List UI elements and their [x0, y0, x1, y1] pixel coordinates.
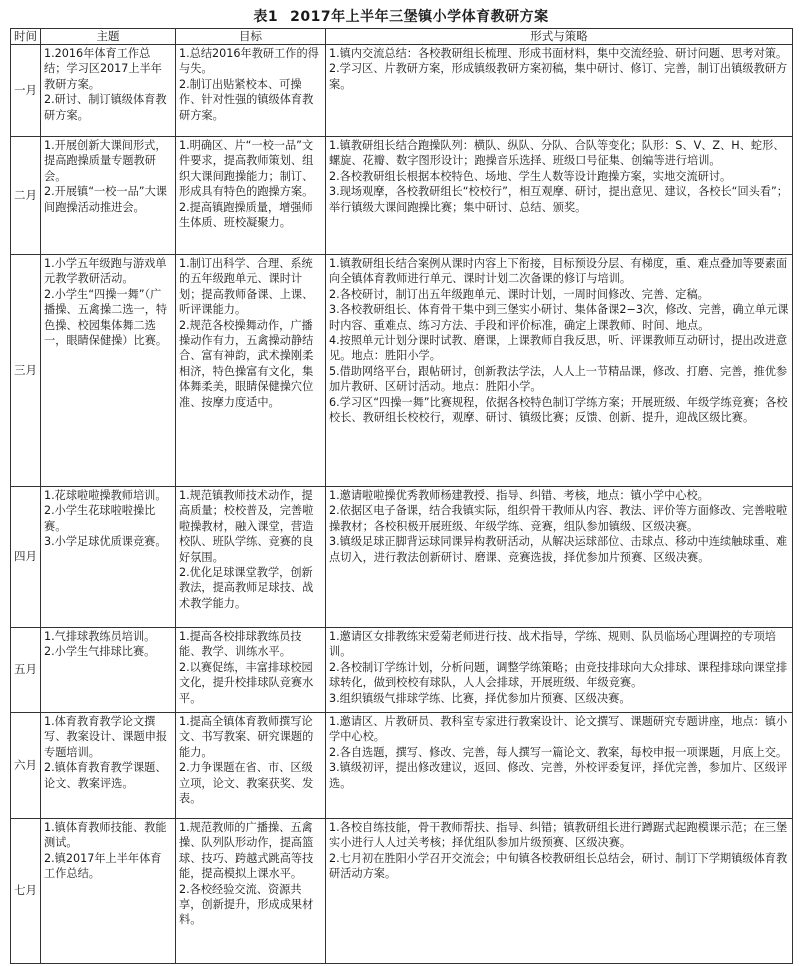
- month-cell: 三月: [11, 255, 41, 487]
- table-header-row: [11, 29, 793, 45]
- goal-item: 2.规范各校操舞动作，广播操动作有力，五禽操动静结合、富有神韵，武术操刚柔相济，特色操富有文化，集体舞柔美，眼睛保健操穴位准、按摩力度适中。: [179, 318, 314, 409]
- strategy-item: 2.学习区、片教研方案，形成镇级教研方案初稿，集中研讨、修订、完善，制订出镇级教研方案。: [329, 62, 788, 91]
- goal-item: 2.制订出贴紧校本、可操作、针对性强的镇级体育教研方案。: [179, 77, 314, 122]
- strategy-item: 3.镇级足球正脚背运球同课异构教研活动，从解决运球部位、击球点、移动中连续触球重、难点切入，进行教法创新研讨、磨课、竞赛选拔，择优参加片预赛、区级决赛。: [329, 535, 788, 564]
- topic-item: 2.开展镇“一校一品”大课间跑操活动推进会。: [44, 185, 167, 214]
- goal-cell: [176, 628, 326, 713]
- month-cell: 六月: [11, 713, 41, 819]
- strategy-item: 1.镇教研组长结合跑操队列：横队、纵队、分队、合队等变化；队形：S、V、Z、H、蛇形、螺旋、花瓣、数字图形设计；跑操音乐选择、班级口号征集、创编等进行培训。: [329, 139, 785, 168]
- month-cell: 五月: [11, 628, 41, 713]
- topic-item: 1.2016年体育工作总结；学习区2017上半年教研方案。: [44, 47, 162, 91]
- topic-item: 2.小学生气排球比赛。: [44, 645, 156, 659]
- topic-item: 1.开展创新大课间形式，提高跑操质量专题教研会。: [44, 139, 167, 183]
- goal-item: 1.提高各校排球教练员技能、教学、训练水平。: [179, 630, 302, 659]
- table-row: [11, 819, 793, 964]
- strategy-item: 1.邀请啦啦操优秀教师杨建教授、指导、纠错、考核，地点：镇小学中心校。: [329, 489, 709, 502]
- goal-cell: [176, 819, 326, 964]
- topic-cell: [41, 137, 176, 255]
- goal-cell: [176, 45, 326, 137]
- topic-cell: [41, 819, 176, 964]
- topic-item: 3.小学足球优质课竞赛。: [44, 535, 167, 549]
- goal-cell: [176, 137, 326, 255]
- header-strategy: 形式与策略: [326, 29, 793, 45]
- teaching-research-table: [10, 28, 793, 964]
- goal-item: 1.制订出科学、合理、系统的五年级跑单元、课时计划；提高教师备课、上课、听评课能力。: [179, 257, 314, 317]
- topic-item: 1.小学五年级跑与游戏单元教学教研活动。: [44, 257, 167, 286]
- table-row: [11, 137, 793, 255]
- strategy-cell: [326, 628, 793, 713]
- goal-item: 2.优化足球课堂教学，创新教法，提高教师足球技、战术教学能力。: [179, 566, 314, 610]
- goal-item: 2.力争课题在省、市、区级立项，论文、教案获奖、发表。: [179, 761, 314, 806]
- strategy-item: 1.邀请区女排教练宋爱菊老师进行技、战术指导，学练、规则、队员临场心理调控的专项培训。: [329, 630, 776, 659]
- strategy-item: 2.依据区电子备课，结合我镇实际，组织骨干教师从内容、教法、评价等方面修改、完善啦啦操教材；各校积极开展班级、年级学练、竞赛，组队参加镇级、区级决赛。: [329, 504, 788, 533]
- topic-item: 1.体育教育教学论文撰写、教案设计、课题申报专题培训。: [44, 715, 168, 759]
- strategy-item: 6.学习区“四操一舞”比赛规程，依据各校特色制订学练方案；开展班级、年级学练竞赛；各校校长、教研组长校校行，观摩、研讨、镇级比赛；反馈、创新、提升，迎战区级比赛。: [329, 395, 788, 425]
- table-row: [11, 713, 793, 819]
- strategy-item: 2.各校制订学练计划，分析问题，调整学练策略；由竞技排球向大众排球、课程排球向课堂排球转化，做到校校有球队，人人会排球，开展班级、年级竞赛。: [329, 660, 788, 690]
- topic-item: 2.小学生“四操一舞”（广播操、五禽操二选一，特色操、校园集体舞二选一，眼睛保健操）比赛。: [44, 287, 168, 348]
- topic-item: 2.镇体育教育教学课题、论文、教案评选。: [44, 761, 167, 790]
- topic-item: 1.镇体育教师技能、教能测试。: [44, 821, 167, 850]
- strategy-item: 2.七月初在胜阳小学召开交流会；中旬镇各校教研组长总结会，研讨、制订下学期镇级体育教研活动方案。: [329, 851, 788, 881]
- month-cell: 二月: [11, 137, 41, 255]
- table-row: [11, 255, 793, 487]
- strategy-item: 3.现场观摩，各校教研组长“校校行”，相互观摩、研讨，提出意见、建议，各校长“回头看”；举行镇级大课间跑操比赛；集中研讨、总结、颁奖。: [329, 185, 788, 214]
- goal-cell: [176, 487, 326, 628]
- month-cell: 一月: [11, 45, 41, 137]
- strategy-item: 3.组织镇级气排球学练、比赛，择优参加片预赛、区级决赛。: [329, 691, 631, 705]
- table-caption: [10, 6, 792, 28]
- goal-item: 2.以赛促练，丰富排球校园文化，提升校排球队竞赛水平。: [179, 660, 314, 705]
- goal-item: 2.各校经验交流、资源共享，创新提升，形成成果材料。: [179, 882, 314, 927]
- month-cell: 七月: [11, 819, 41, 964]
- strategy-cell: [326, 487, 793, 628]
- header-topic: 主题: [41, 29, 176, 45]
- topic-cell: [41, 255, 176, 487]
- table-number: 表1: [253, 9, 279, 25]
- goal-item: 1.提高全镇体育教师撰写论文、书写教案、研究课题的能力。: [179, 715, 314, 759]
- strategy-cell: [326, 137, 793, 255]
- goal-item: 1.明确区、片“一校一品”文件要求，提高教师策划、组织大课间跑操能力；制订、形成具有特色的跑操方案。: [179, 139, 314, 199]
- strategy-item: 1.镇内交流总结：各校教研组长梳理、形成书面材料，集中交流经验、研讨问题、思考对策。: [329, 47, 788, 60]
- header-goal: 目标: [176, 29, 326, 45]
- topic-item: 2.小学生花球啦啦操比赛。: [44, 504, 156, 533]
- strategy-item: 3.各校教研组长、体育骨干集中到三堡实小研讨、集体备课2−3次，修改、完善，确立单元课时内容、重难点、练习方法、手段和评价标准，确定上课教师、时间、地点。: [329, 303, 789, 332]
- topic-item: 1.花球啦啦操教师培训。: [44, 489, 167, 502]
- strategy-item: 1.邀请区、片教研员、教科室专家进行教案设计、论文撰写、课题研究专题讲座，地点：镇小学中心校。: [329, 715, 788, 744]
- topic-cell: [41, 487, 176, 628]
- table-row: [11, 45, 793, 137]
- strategy-item: 3.镇级初评，提出修改建议，返回、修改、完善，外校评委复评，择优完善，参加片、区级评选。: [329, 761, 788, 790]
- goal-item: 1.总结2016年教研工作的得与失。: [179, 47, 319, 76]
- strategy-item: 1.镇教研组长结合案例从课时内容上下衔接，目标预设分层、有梯度，重、难点叠加等要素面向全镇体育教师进行单元、课时计划二次备课的修订与培训。: [329, 257, 788, 286]
- strategy-cell: [326, 819, 793, 964]
- topic-cell: [41, 628, 176, 713]
- table-row: [11, 487, 793, 628]
- goal-item: 2.提高镇跑操质量，增强师生体质、班校凝聚力。: [179, 200, 313, 230]
- strategy-cell: [326, 713, 793, 819]
- table-row: [11, 628, 793, 713]
- strategy-item: 2.各自选题，撰写、修改、完善，每人撰写一篇论文、教案，每校申报一项课题，月底上交。: [329, 745, 788, 759]
- topic-item: 2.镇2017年上半年体育工作总结。: [44, 851, 162, 881]
- header-time: 时间: [11, 29, 41, 45]
- strategy-item: 1.各校自练技能，骨干教师帮扶、指导、纠错；镇教研组长进行蹲踞式起跑模课示范；在三堡实小进行人人过关考核；择优组队参加片级预赛、区级决赛。: [329, 821, 788, 850]
- topic-cell: [41, 45, 176, 137]
- table-title: 2017年上半年三堡镇小学体育教研方案: [290, 9, 549, 25]
- goal-item: 1.规范教师的广播操、五禽操、队列队形动作，提高篮球、技巧、跨越式跳高等技能，提高模拟上课水平。: [179, 821, 314, 881]
- strategy-cell: [326, 255, 793, 487]
- goal-cell: [176, 713, 326, 819]
- strategy-cell: [326, 45, 793, 137]
- topic-item: 1.气排球教练员培训。: [44, 630, 156, 643]
- strategy-item: 2.各校教研组长根据本校特色、场地、学生人数等设计跑操方案，实地交流研讨。: [329, 169, 732, 183]
- strategy-item: 4.按照单元计划分课时试教、磨课，上课教师自我反思，听、评课教师互动研讨，提出改进意见。地点：胜阳小学。: [329, 334, 788, 363]
- strategy-item: 2.各校研讨，制订出五年级跑单元、课时计划，一周时间修改、完善、定稿。: [329, 287, 709, 301]
- strategy-item: 5.借助网络平台，跟帖研讨，创新教法学法，人人上一节精品课，修改、打磨、完善，推优参加片教研、区研讨活动。地点：胜阳小学。: [329, 364, 788, 394]
- month-cell: 四月: [11, 487, 41, 628]
- topic-cell: [41, 713, 176, 819]
- topic-item: 2.研讨、制订镇级体育教研方案。: [44, 93, 167, 122]
- goal-item: 1.规范镇教师技术动作，提高质量；校校普及，完善啦啦操教材，融入课堂，营造校队、班队学练、竞赛的良好氛围。: [179, 489, 314, 564]
- goal-cell: [176, 255, 326, 487]
